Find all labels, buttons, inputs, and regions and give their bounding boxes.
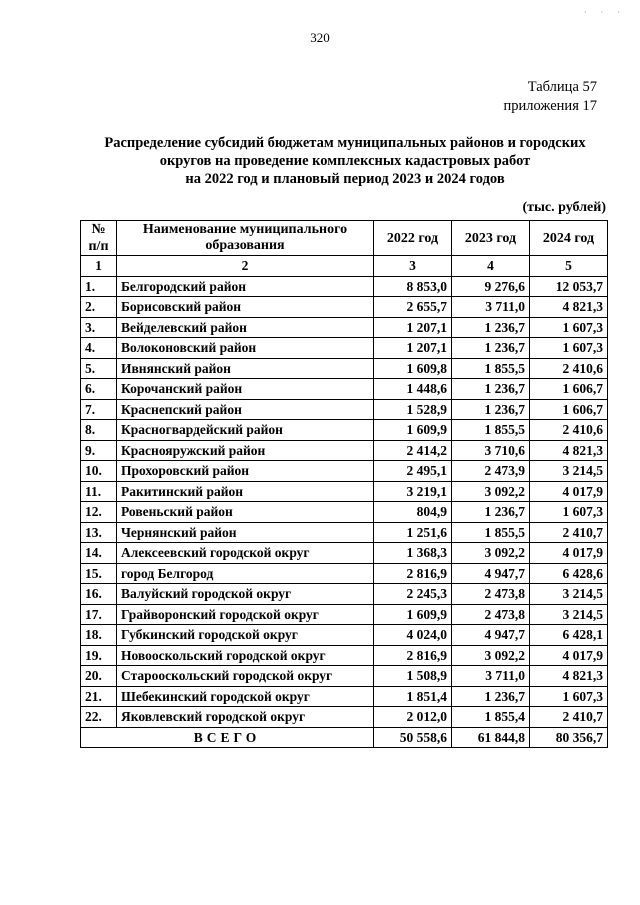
municipality-name: город Белгород xyxy=(117,563,374,584)
municipality-name: Новооскольский городской округ xyxy=(117,645,374,666)
municipality-name: Ровеньский район xyxy=(117,502,374,523)
value-2024: 4 821,3 xyxy=(530,297,608,318)
table-row xyxy=(81,563,608,584)
value-2024: 6 428,1 xyxy=(530,625,608,646)
value-2023: 1 855,5 xyxy=(452,522,530,543)
municipality-name: Краснепский район xyxy=(117,399,374,420)
value-2023: 2 473,9 xyxy=(452,461,530,482)
table-row xyxy=(81,481,608,502)
municipality-name: Белгородский район xyxy=(117,276,374,297)
value-2024: 3 214,5 xyxy=(530,604,608,625)
value-2023: 1 236,7 xyxy=(452,686,530,707)
col-number: 3 xyxy=(374,256,452,277)
table-row xyxy=(81,420,608,441)
subsidy-table xyxy=(80,220,608,748)
value-2024: 2 410,7 xyxy=(530,707,608,728)
table-row xyxy=(81,604,608,625)
table-row xyxy=(81,502,608,523)
header-2024: 2024 год xyxy=(530,221,608,256)
total-2024: 80 356,7 xyxy=(530,727,608,748)
value-2022: 1 609,9 xyxy=(374,420,452,441)
table-row xyxy=(81,440,608,461)
municipality-name: Валуйский городской округ xyxy=(117,584,374,605)
row-number: 10. xyxy=(81,461,117,482)
value-2023: 9 276,6 xyxy=(452,276,530,297)
value-2024: 2 410,7 xyxy=(530,522,608,543)
table-row xyxy=(81,666,608,687)
municipality-name: Чернянский район xyxy=(117,522,374,543)
total-row xyxy=(81,727,608,748)
value-2024: 3 214,5 xyxy=(530,461,608,482)
value-2023: 2 473,8 xyxy=(452,584,530,605)
scan-artifact: · · · xyxy=(584,8,626,17)
table-row xyxy=(81,379,608,400)
value-2023: 3 711,0 xyxy=(452,297,530,318)
municipality-name: Ивнянский район xyxy=(117,358,374,379)
value-2023: 1 236,7 xyxy=(452,317,530,338)
title-line3: на 2022 год и плановый период 2023 и 2024 годов xyxy=(185,171,505,187)
total-label: ВСЕГО xyxy=(81,727,374,748)
col-number: 1 xyxy=(81,256,117,277)
value-2022: 2 245,3 xyxy=(374,584,452,605)
value-2022: 1 251,6 xyxy=(374,522,452,543)
header-2023: 2023 год xyxy=(452,221,530,256)
municipality-name: Грайворонский городской округ xyxy=(117,604,374,625)
table-reference xyxy=(504,78,597,116)
value-2022: 2 012,0 xyxy=(374,707,452,728)
row-number: 15. xyxy=(81,563,117,584)
value-2023: 2 473,8 xyxy=(452,604,530,625)
table-ref-line2: приложения 17 xyxy=(503,98,597,114)
table-row xyxy=(81,317,608,338)
value-2022: 804,9 xyxy=(374,502,452,523)
value-2024: 2 410,6 xyxy=(530,420,608,441)
municipality-name: Красногвардейский район xyxy=(117,420,374,441)
value-2022: 1 207,1 xyxy=(374,317,452,338)
value-2022: 1 609,9 xyxy=(374,604,452,625)
value-2024: 1 607,3 xyxy=(530,317,608,338)
total-2023: 61 844,8 xyxy=(452,727,530,748)
value-2023: 3 092,2 xyxy=(452,543,530,564)
value-2022: 2 816,9 xyxy=(374,645,452,666)
value-2022: 1 508,9 xyxy=(374,666,452,687)
row-number: 17. xyxy=(81,604,117,625)
table-row xyxy=(81,399,608,420)
row-number: 20. xyxy=(81,666,117,687)
row-number: 9. xyxy=(81,440,117,461)
col-number: 5 xyxy=(530,256,608,277)
value-2024: 1 606,7 xyxy=(530,379,608,400)
municipality-name: Борисовский район xyxy=(117,297,374,318)
value-2022: 1 609,8 xyxy=(374,358,452,379)
value-2024: 3 214,5 xyxy=(530,584,608,605)
value-2023: 3 710,6 xyxy=(452,440,530,461)
value-2024: 12 053,7 xyxy=(530,276,608,297)
value-2023: 1 236,7 xyxy=(452,338,530,359)
value-2022: 3 219,1 xyxy=(374,481,452,502)
table-row xyxy=(81,297,608,318)
value-2023: 3 092,2 xyxy=(452,645,530,666)
value-2023: 1 236,7 xyxy=(452,399,530,420)
header-name: Наименование муниципального образования xyxy=(117,221,374,256)
value-2022: 1 528,9 xyxy=(374,399,452,420)
row-number: 11. xyxy=(81,481,117,502)
value-2022: 8 853,0 xyxy=(374,276,452,297)
municipality-name: Старооскольский городской округ xyxy=(117,666,374,687)
document-title xyxy=(70,134,620,188)
municipality-name: Вейделевский район xyxy=(117,317,374,338)
row-number: 22. xyxy=(81,707,117,728)
value-2022: 2 816,9 xyxy=(374,563,452,584)
row-number: 3. xyxy=(81,317,117,338)
value-2023: 1 855,4 xyxy=(452,707,530,728)
row-number: 5. xyxy=(81,358,117,379)
header-no: № п/п xyxy=(81,221,117,256)
value-2022: 1 851,4 xyxy=(374,686,452,707)
table-row xyxy=(81,461,608,482)
header-2022: 2022 год xyxy=(374,221,452,256)
value-2024: 1 607,3 xyxy=(530,338,608,359)
municipality-name: Яковлевский городской округ xyxy=(117,707,374,728)
value-2023: 4 947,7 xyxy=(452,625,530,646)
row-number: 1. xyxy=(81,276,117,297)
value-2024: 4 017,9 xyxy=(530,645,608,666)
value-2023: 1 236,7 xyxy=(452,379,530,400)
row-number: 19. xyxy=(81,645,117,666)
row-number: 13. xyxy=(81,522,117,543)
value-2022: 2 414,2 xyxy=(374,440,452,461)
row-number: 8. xyxy=(81,420,117,441)
header-row xyxy=(81,221,608,256)
row-number: 16. xyxy=(81,584,117,605)
table-row xyxy=(81,276,608,297)
column-number-row xyxy=(81,256,608,277)
value-2022: 2 655,7 xyxy=(374,297,452,318)
value-2023: 3 092,2 xyxy=(452,481,530,502)
municipality-name: Прохоровский район xyxy=(117,461,374,482)
value-2022: 1 368,3 xyxy=(374,543,452,564)
value-2024: 4 821,3 xyxy=(530,440,608,461)
row-number: 18. xyxy=(81,625,117,646)
value-2024: 4 821,3 xyxy=(530,666,608,687)
municipality-name: Губкинский городской округ xyxy=(117,625,374,646)
units-label: (тыс. рублей) xyxy=(522,200,606,215)
value-2024: 4 017,9 xyxy=(530,481,608,502)
table-row xyxy=(81,543,608,564)
value-2024: 6 428,6 xyxy=(530,563,608,584)
value-2022: 1 207,1 xyxy=(374,338,452,359)
col-number: 4 xyxy=(452,256,530,277)
municipality-name: Ракитинский район xyxy=(117,481,374,502)
page-number: 320 xyxy=(310,30,330,45)
title-line1: Распределение субсидий бюджетам муниципальных районов и городских xyxy=(104,135,586,151)
table-row xyxy=(81,625,608,646)
table-row xyxy=(81,338,608,359)
value-2023: 1 855,5 xyxy=(452,358,530,379)
value-2023: 3 711,0 xyxy=(452,666,530,687)
table-row xyxy=(81,707,608,728)
table-row xyxy=(81,522,608,543)
value-2022: 1 448,6 xyxy=(374,379,452,400)
row-number: 7. xyxy=(81,399,117,420)
table-row xyxy=(81,358,608,379)
row-number: 21. xyxy=(81,686,117,707)
value-2024: 4 017,9 xyxy=(530,543,608,564)
municipality-name: Волоконовский район xyxy=(117,338,374,359)
municipality-name: Корочанский район xyxy=(117,379,374,400)
row-number: 12. xyxy=(81,502,117,523)
table-ref-line1: Таблица 57 xyxy=(527,79,597,95)
title-line2: округов на проведение комплексных кадастровых работ xyxy=(159,153,531,169)
row-number: 4. xyxy=(81,338,117,359)
value-2022: 2 495,1 xyxy=(374,461,452,482)
row-number: 6. xyxy=(81,379,117,400)
row-number: 2. xyxy=(81,297,117,318)
municipality-name: Алексеевский городской округ xyxy=(117,543,374,564)
value-2024: 2 410,6 xyxy=(530,358,608,379)
value-2024: 1 607,3 xyxy=(530,502,608,523)
table-row xyxy=(81,645,608,666)
value-2022: 4 024,0 xyxy=(374,625,452,646)
row-number: 14. xyxy=(81,543,117,564)
value-2024: 1 607,3 xyxy=(530,686,608,707)
value-2023: 1 236,7 xyxy=(452,502,530,523)
value-2024: 1 606,7 xyxy=(530,399,608,420)
municipality-name: Шебекинский городской округ xyxy=(117,686,374,707)
col-number: 2 xyxy=(117,256,374,277)
municipality-name: Краснояружский район xyxy=(117,440,374,461)
table-row xyxy=(81,686,608,707)
value-2023: 1 855,5 xyxy=(452,420,530,441)
total-2022: 50 558,6 xyxy=(374,727,452,748)
table-row xyxy=(81,584,608,605)
value-2023: 4 947,7 xyxy=(452,563,530,584)
